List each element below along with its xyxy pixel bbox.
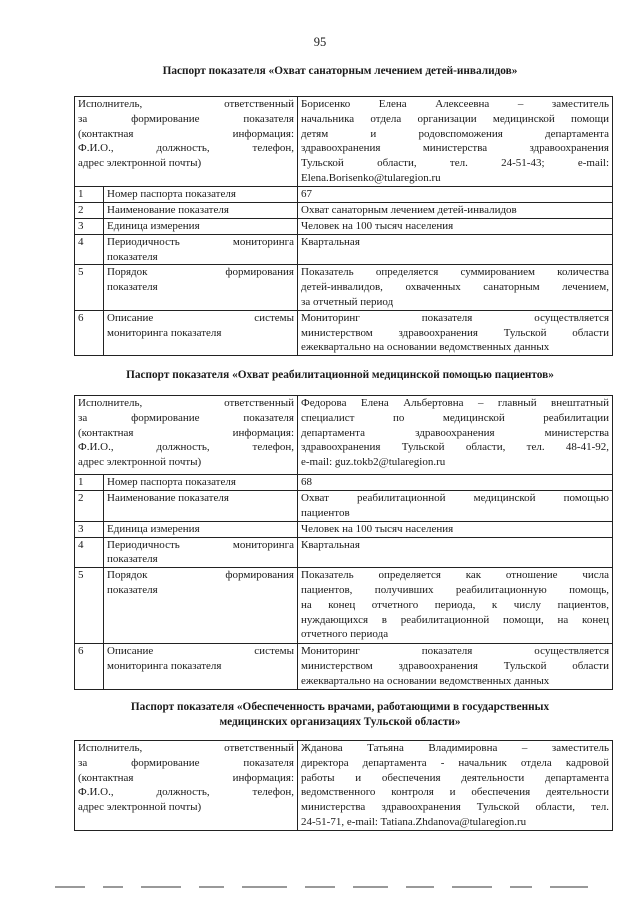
text-line: Показатель определяется как отношение числа <box>301 569 609 582</box>
row-number: 1 <box>75 186 104 202</box>
row-value <box>298 568 613 644</box>
text-line: ежеквартально на основании ведомственных данных <box>301 341 550 354</box>
text-line: министерством здравоохранения Тульской области <box>301 659 609 672</box>
table-row <box>75 218 613 234</box>
table-row <box>75 475 613 491</box>
text-line: здравоохранения министерства здравоохранения <box>301 142 609 155</box>
text-line: министерством здравоохранения Тульской области <box>301 326 609 339</box>
passport-title <box>60 700 620 730</box>
text-line: Порядок формирования <box>107 569 294 582</box>
row-value <box>298 521 613 537</box>
row-value <box>298 202 613 218</box>
text-line: адрес электронной почты) <box>78 157 202 170</box>
text-line: Номер паспорта показателя <box>107 187 236 200</box>
text-line: Периодичность мониторинга <box>107 235 294 248</box>
text-line: 67 <box>301 187 312 200</box>
row-value <box>298 265 613 310</box>
text-line: 24-51-71, e-mail: Tatiana.Zhdanova@tularegion.ru <box>301 815 527 828</box>
passport-title: Паспорт показателя «Охват реабилитационной медицинской помощью пациентов» <box>126 369 554 381</box>
text-line: Человек на 100 тысяч населения <box>301 219 454 232</box>
text-line: адрес электронной почты) <box>78 801 202 814</box>
text-line: Elena.Borisenko@tularegion.ru <box>301 171 441 184</box>
passport-title: Паспорт показателя «Охват санаторным лечением детей-инвалидов» <box>162 65 518 77</box>
text-line: показателя <box>107 250 158 263</box>
text-line: министерства здравоохранения Тульской области, тел. <box>301 801 609 814</box>
text-line: начальника отдела организации медицинской помощи <box>301 112 609 125</box>
table-row <box>75 265 613 310</box>
text-line: (контактная информация: <box>78 771 294 784</box>
executor-value-cell <box>298 396 613 475</box>
table-row <box>75 521 613 537</box>
row-label <box>104 537 298 568</box>
table-row <box>75 186 613 202</box>
text-line: за отчетный период <box>301 295 394 308</box>
text-line: Охват санаторным лечением детей-инвалидов <box>301 203 517 216</box>
text-line: Исполнитель, ответственный <box>78 397 294 409</box>
text-line: специалист по медицинской реабилитации <box>301 411 609 424</box>
text-line: детей-инвалидов, охваченных санаторным лечением, <box>301 281 609 294</box>
title-line: Паспорт показателя «Обеспеченность врачами, работающими в государственных <box>130 701 550 713</box>
text-line: пациентов <box>301 506 350 519</box>
text-line: за формирование показателя <box>78 411 294 424</box>
row-value <box>298 475 613 491</box>
text-line: за формирование показателя <box>78 756 294 769</box>
text-line: директора департамента - начальник отдела кадровой <box>301 756 609 769</box>
text-line: (контактная информация: <box>78 127 294 140</box>
text-line: показателя <box>107 583 158 596</box>
row-label <box>104 202 298 218</box>
text-line: мониторинга показателя <box>107 326 222 339</box>
row-number: 2 <box>75 491 104 522</box>
executor-label-cell <box>75 396 298 475</box>
text-line: Охват реабилитационной медицинской помощью <box>301 492 609 504</box>
row-label <box>104 265 298 310</box>
row-label <box>104 644 298 689</box>
text-line: на конец отчетного периода, к числу пациентов, <box>301 598 609 611</box>
text-line: Квартальная <box>301 235 360 248</box>
table-row <box>75 202 613 218</box>
text-line: департамента здравоохранения министерства <box>301 426 609 439</box>
executor-label-cell <box>75 741 298 831</box>
executor-row <box>75 741 613 831</box>
row-value <box>298 218 613 234</box>
row-number: 1 <box>75 475 104 491</box>
row-label <box>104 491 298 522</box>
text-line: Мониторинг показателя осуществляется <box>301 311 609 324</box>
table-row <box>75 491 613 522</box>
text-line: Единица измерения <box>107 219 200 232</box>
executor-label-cell <box>75 97 298 187</box>
executor-value-cell <box>298 741 613 831</box>
text-line: Показатель определяется суммированием количества <box>301 266 609 279</box>
table-row <box>75 310 613 355</box>
executor-row <box>75 396 613 475</box>
text-line: Борисенко Елена Алексеевна – заместитель <box>301 98 609 110</box>
text-line: Тульской области, тел. 24-51-43; e-mail: <box>301 157 609 170</box>
row-label <box>104 475 298 491</box>
table-row <box>75 537 613 568</box>
row-value <box>298 310 613 355</box>
text-line: Исполнитель, ответственный <box>78 98 294 110</box>
text-line: здравоохранения Тульской области, тел. 48-41-92, <box>301 441 609 454</box>
passport-table <box>74 740 613 831</box>
text-line: Наименование показателя <box>107 203 229 216</box>
row-label <box>104 310 298 355</box>
text-line: Ф.И.О., должность, телефон, <box>78 142 294 155</box>
passport-table <box>74 395 613 690</box>
row-value <box>298 234 613 265</box>
text-line: Федорова Елена Альбертовна – главный внештатный <box>301 397 609 409</box>
row-number: 4 <box>75 537 104 568</box>
row-value <box>298 644 613 689</box>
row-label <box>104 521 298 537</box>
text-line: Жданова Татьяна Владимировна – заместитель <box>301 742 609 754</box>
text-line: показателя <box>107 281 158 294</box>
title-line: медицинских организациях Тульской области» <box>219 716 461 728</box>
text-line: 68 <box>301 476 312 488</box>
text-line: Человек на 100 тысяч населения <box>301 522 454 535</box>
row-number: 6 <box>75 644 104 689</box>
executor-value-cell <box>298 97 613 187</box>
row-value <box>298 186 613 202</box>
text-line: ежеквартально на основании ведомственных данных <box>301 674 550 687</box>
text-line: Ф.И.О., должность, телефон, <box>78 786 294 799</box>
text-line: мониторинга показателя <box>107 659 222 672</box>
row-label <box>104 234 298 265</box>
row-number: 6 <box>75 310 104 355</box>
text-line: e-mail: guz.tokb2@tularegion.ru <box>301 456 446 469</box>
page-number: 95 <box>313 35 327 49</box>
text-line: Описание системы <box>107 311 294 324</box>
text-line: Описание системы <box>107 645 294 658</box>
text-line: Квартальная <box>301 538 360 551</box>
row-label <box>104 218 298 234</box>
text-line: Ф.И.О., должность, телефон, <box>78 441 294 454</box>
text-line: Наименование показателя <box>107 492 229 504</box>
row-number: 5 <box>75 568 104 644</box>
text-line: ведомственного контроля и обеспечения деятельности <box>301 786 609 799</box>
row-value <box>298 537 613 568</box>
executor-row <box>75 97 613 187</box>
table-row <box>75 644 613 689</box>
table-row <box>75 234 613 265</box>
row-value <box>298 491 613 522</box>
passport-table <box>74 96 613 356</box>
text-line: Порядок формирования <box>107 266 294 279</box>
row-number: 5 <box>75 265 104 310</box>
row-number: 3 <box>75 521 104 537</box>
text-line: Периодичность мониторинга <box>107 538 294 551</box>
row-label <box>104 568 298 644</box>
row-label <box>104 186 298 202</box>
text-line: показателя <box>107 553 158 566</box>
row-number: 2 <box>75 202 104 218</box>
next-page-cutoff-marks <box>55 886 625 890</box>
text-line: детям и родовспоможения департамента <box>301 127 609 140</box>
text-line: Мониторинг показателя осуществляется <box>301 645 609 658</box>
row-number: 3 <box>75 218 104 234</box>
text-line: (контактная информация: <box>78 426 294 439</box>
text-line: за формирование показателя <box>78 112 294 125</box>
text-line: Единица измерения <box>107 522 200 535</box>
text-line: нуждающихся в реабилитационной помощи, на конец <box>301 613 609 626</box>
text-line: адрес электронной почты) <box>78 456 202 469</box>
text-line: отчетного периода <box>301 628 389 641</box>
text-line: работы и обеспечения деятельности департамента <box>301 771 609 784</box>
text-line: пациентов, получивших реабилитационную помощь, <box>301 583 609 596</box>
text-line: Исполнитель, ответственный <box>78 742 294 754</box>
text-line: Номер паспорта показателя <box>107 476 236 488</box>
table-row <box>75 568 613 644</box>
row-number: 4 <box>75 234 104 265</box>
